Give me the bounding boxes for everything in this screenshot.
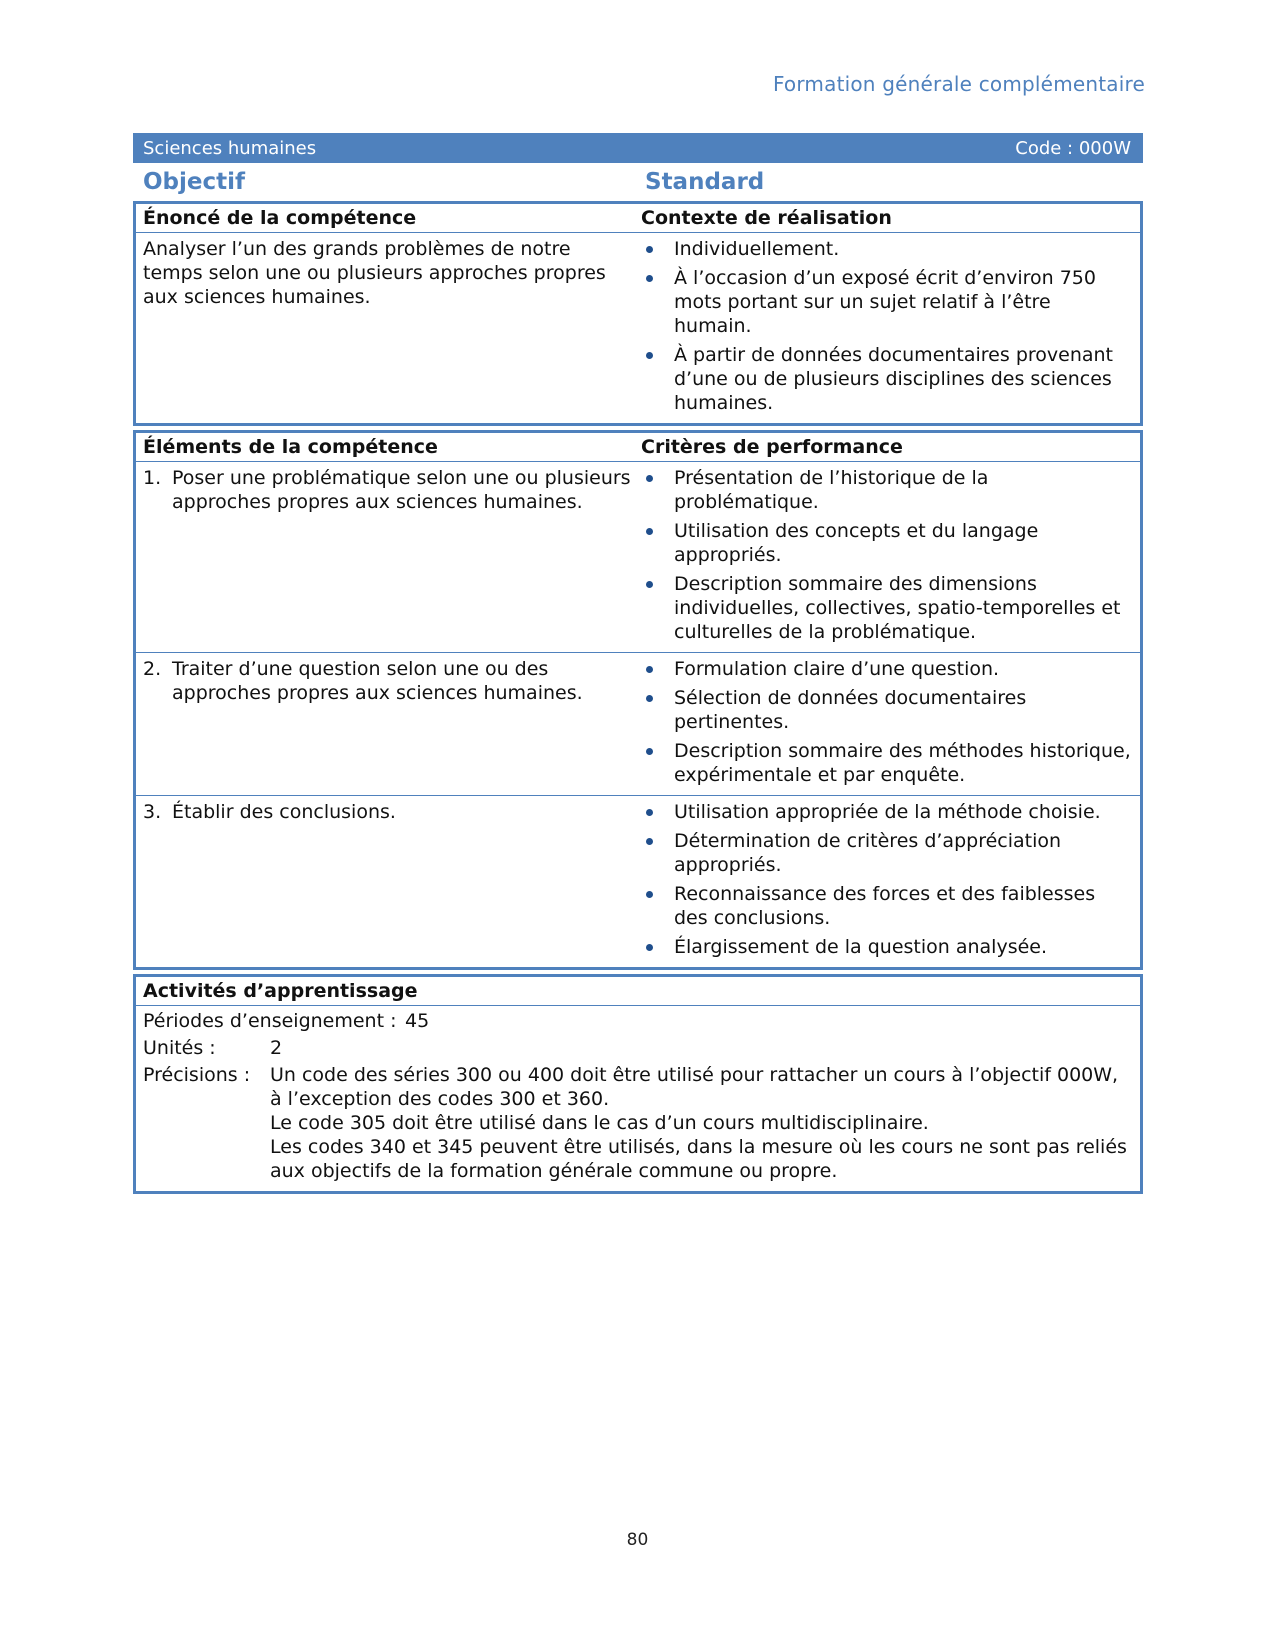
bullet-icon <box>646 748 653 755</box>
element-number: 3. <box>143 801 162 823</box>
column-headings <box>133 163 1143 201</box>
criteria-list <box>641 657 1132 787</box>
bullet-icon <box>646 809 653 816</box>
criterion-item: Utilisation appropriée de la méthode choisie. <box>641 800 1132 824</box>
criteria-header: Critères de performance <box>641 436 903 458</box>
subject-title: Sciences humaines <box>143 137 317 159</box>
bullet-icon <box>646 475 653 482</box>
competency-sheet <box>133 133 1143 1198</box>
bullet-icon <box>646 891 653 898</box>
criteria-list <box>641 800 1132 959</box>
bullet-icon <box>646 944 653 951</box>
bullet-icon <box>646 666 653 673</box>
criteria-list <box>641 466 1132 644</box>
criterion-item: Formulation claire d’une question. <box>641 657 1132 681</box>
criterion-item: Détermination de critères d’appréciation appropriés. <box>641 829 1132 877</box>
criterion-item: Reconnaissance des forces et des faiblesses des conclusions. <box>641 882 1132 930</box>
element-row <box>136 795 1140 967</box>
units-label: Unités : <box>143 1037 216 1059</box>
criterion-item: Description sommaire des méthodes historique, expérimentale et par enquête. <box>641 739 1132 787</box>
objectif-heading: Objectif <box>143 169 246 195</box>
criterion-item: Présentation de l’historique de la problématique. <box>641 466 1132 514</box>
precision-line: Les codes 340 et 345 peuvent être utilisés, dans la mesure où les cours ne sont pas reliés aux objectifs de la formation générale commune ou propre. <box>270 1136 1127 1182</box>
bullet-icon <box>646 528 653 535</box>
periods-label: Périodes d’enseignement : <box>143 1010 397 1032</box>
element-text: Poser une problématique selon une ou plusieurs approches propres aux sciences humaines. <box>172 467 631 513</box>
criterion-item: Utilisation des concepts et du langage appropriés. <box>641 519 1132 567</box>
precision-line: Un code des séries 300 ou 400 doit être utilisé pour rattacher un cours à l’objectif 000W, à l’exception des codes 300 et 360. <box>270 1064 1119 1110</box>
running-header: Formation générale complémentaire <box>772 72 1145 96</box>
precisions-label: Précisions : <box>143 1064 251 1086</box>
standard-heading: Standard <box>645 169 765 195</box>
precision-line: Le code 305 doit être utilisé dans le cas d’un cours multidisciplinaire. <box>270 1112 929 1134</box>
bullet-icon <box>646 581 653 588</box>
activities-header: Activités d’apprentissage <box>143 980 418 1002</box>
element-text: Traiter d’une question selon une ou des approches propres aux sciences humaines. <box>172 658 583 704</box>
elements-criteria-box <box>133 430 1143 970</box>
precisions-row <box>143 1063 1132 1183</box>
bullet-icon <box>646 275 653 282</box>
competency-statement: Analyser l’un des grands problèmes de notre temps selon une ou plusieurs approches propres aux sciences humaines. <box>143 238 606 308</box>
element-text: Établir des conclusions. <box>172 801 396 823</box>
units-value: 2 <box>270 1037 283 1059</box>
objective-code: Code : 000W <box>1015 137 1131 159</box>
element-row <box>136 462 1140 652</box>
bullet-icon <box>646 246 653 253</box>
units-row <box>143 1036 1132 1060</box>
bullet-icon <box>646 838 653 845</box>
elements-header: Éléments de la compétence <box>143 436 438 458</box>
periods-row <box>143 1009 1132 1033</box>
criterion-item: Élargissement de la question analysée. <box>641 935 1132 959</box>
context-header: Contexte de réalisation <box>641 207 892 229</box>
criterion-item: Sélection de données documentaires pertinentes. <box>641 686 1132 734</box>
context-list <box>641 237 1132 415</box>
criterion-item: Description sommaire des dimensions individuelles, collectives, spatio-temporelles et culturelles de la problématique. <box>641 572 1132 644</box>
page-number: 80 <box>626 1530 649 1550</box>
element-row <box>136 652 1140 795</box>
learning-activities-box <box>133 974 1143 1194</box>
statement-context-box <box>133 201 1143 426</box>
periods-value: 45 <box>405 1010 430 1032</box>
title-bar <box>133 133 1143 163</box>
element-number: 2. <box>143 658 162 680</box>
context-item: À l’occasion d’un exposé écrit d’environ 750 mots portant sur un sujet relatif à l’être humain. <box>641 266 1132 338</box>
statement-header: Énoncé de la compétence <box>143 207 417 229</box>
context-item: Individuellement. <box>641 237 1132 261</box>
element-number: 1. <box>143 467 162 489</box>
context-item: À partir de données documentaires provenant d’une ou de plusieurs disciplines des sciences humaines. <box>641 343 1132 415</box>
bullet-icon <box>646 695 653 702</box>
bullet-icon <box>646 352 653 359</box>
